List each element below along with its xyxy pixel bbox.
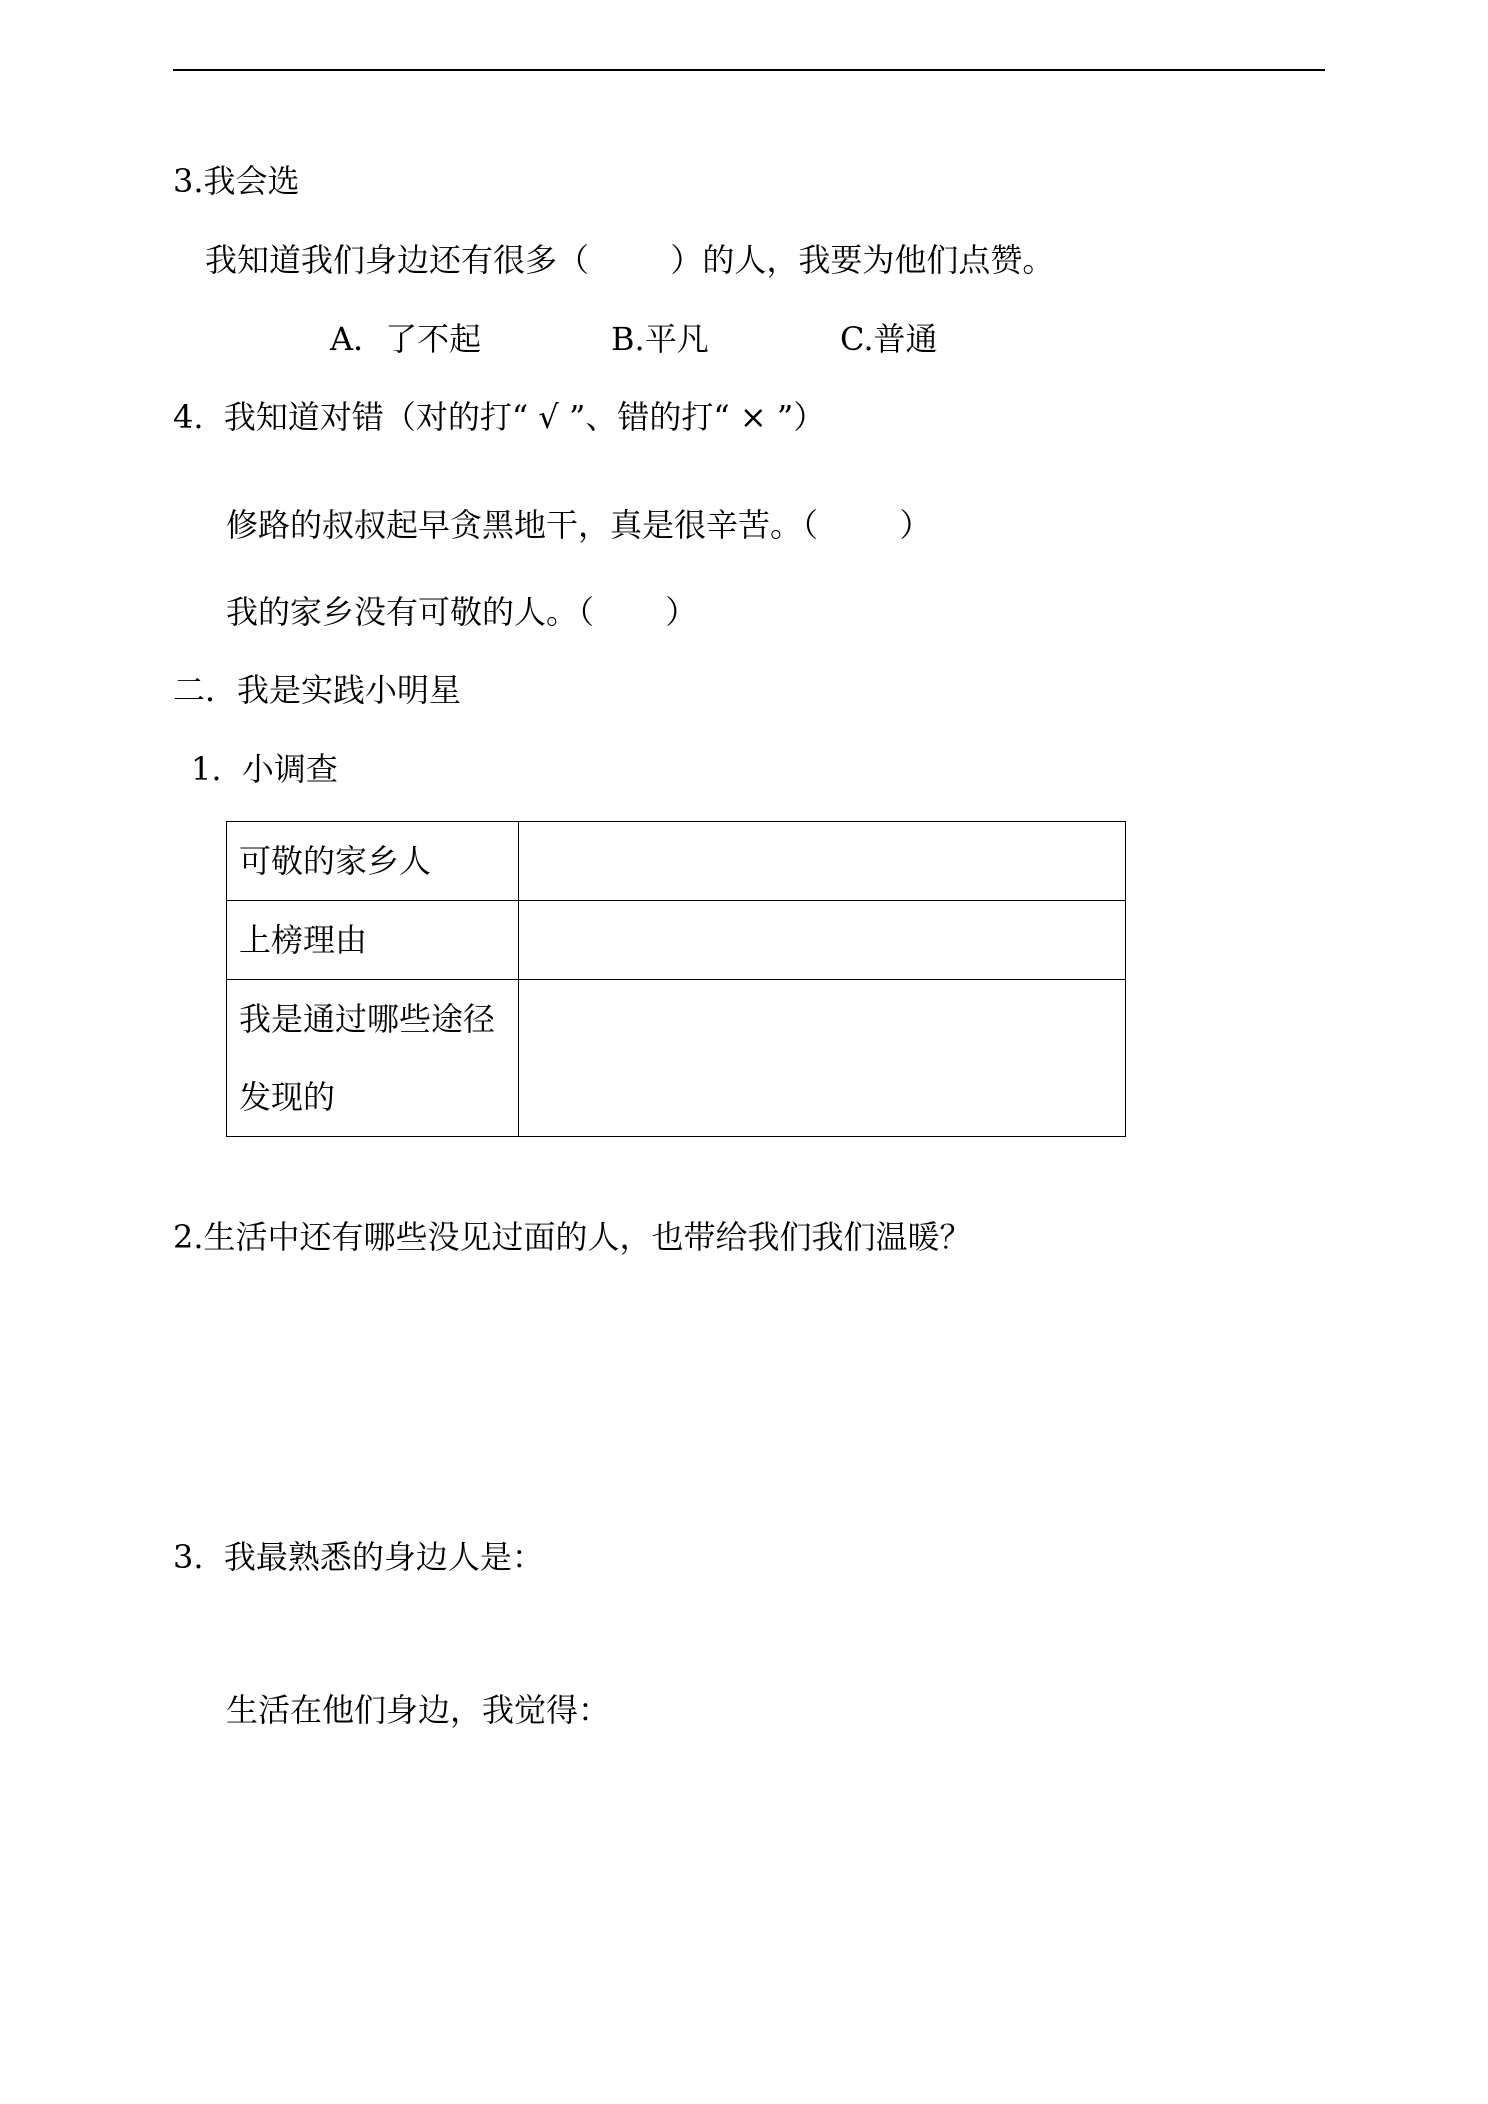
survey-heading: 1. 小调查 <box>191 750 338 788</box>
row-label: 我是通过哪些途径发现的 <box>227 980 519 1137</box>
answer-cell <box>519 980 1126 1137</box>
survey-table <box>226 821 1126 1137</box>
option-c: C.普通 <box>840 320 938 358</box>
question-3-stem: 我知道我们身边还有很多（ ）的人，我要为他们点赞。 <box>205 241 1055 279</box>
section-2-heading: 二．我是实践小明星 <box>173 671 462 709</box>
question-3-heading: 3.我会选 <box>173 162 300 200</box>
question-2-prompt: 2.生活中还有哪些没见过面的人，也带给我们我们温暖？ <box>173 1218 972 1256</box>
row-label: 上榜理由 <box>227 901 519 980</box>
table-row <box>227 822 1126 901</box>
question-4-heading: 4. 我知道对错（对的打“ √ ”、错的打“ × ”） <box>173 398 826 436</box>
judgement-item-1: 修路的叔叔起早贪黑地干，真是很辛苦。（ ） <box>226 506 932 544</box>
table-row <box>227 901 1126 980</box>
table-row <box>227 980 1126 1137</box>
row-label: 可敬的家乡人 <box>227 822 519 901</box>
option-a: A．了不起 <box>330 320 482 358</box>
answer-cell <box>519 901 1126 980</box>
option-b: B.平凡 <box>611 320 709 358</box>
judgement-item-2: 我的家乡没有可敬的人。（ ） <box>226 593 698 631</box>
question-3-followup: 生活在他们身边，我觉得： <box>226 1691 611 1729</box>
question-3-prompt: 3. 我最熟悉的身边人是： <box>173 1538 544 1576</box>
answer-cell <box>519 822 1126 901</box>
header-rule <box>173 69 1325 71</box>
